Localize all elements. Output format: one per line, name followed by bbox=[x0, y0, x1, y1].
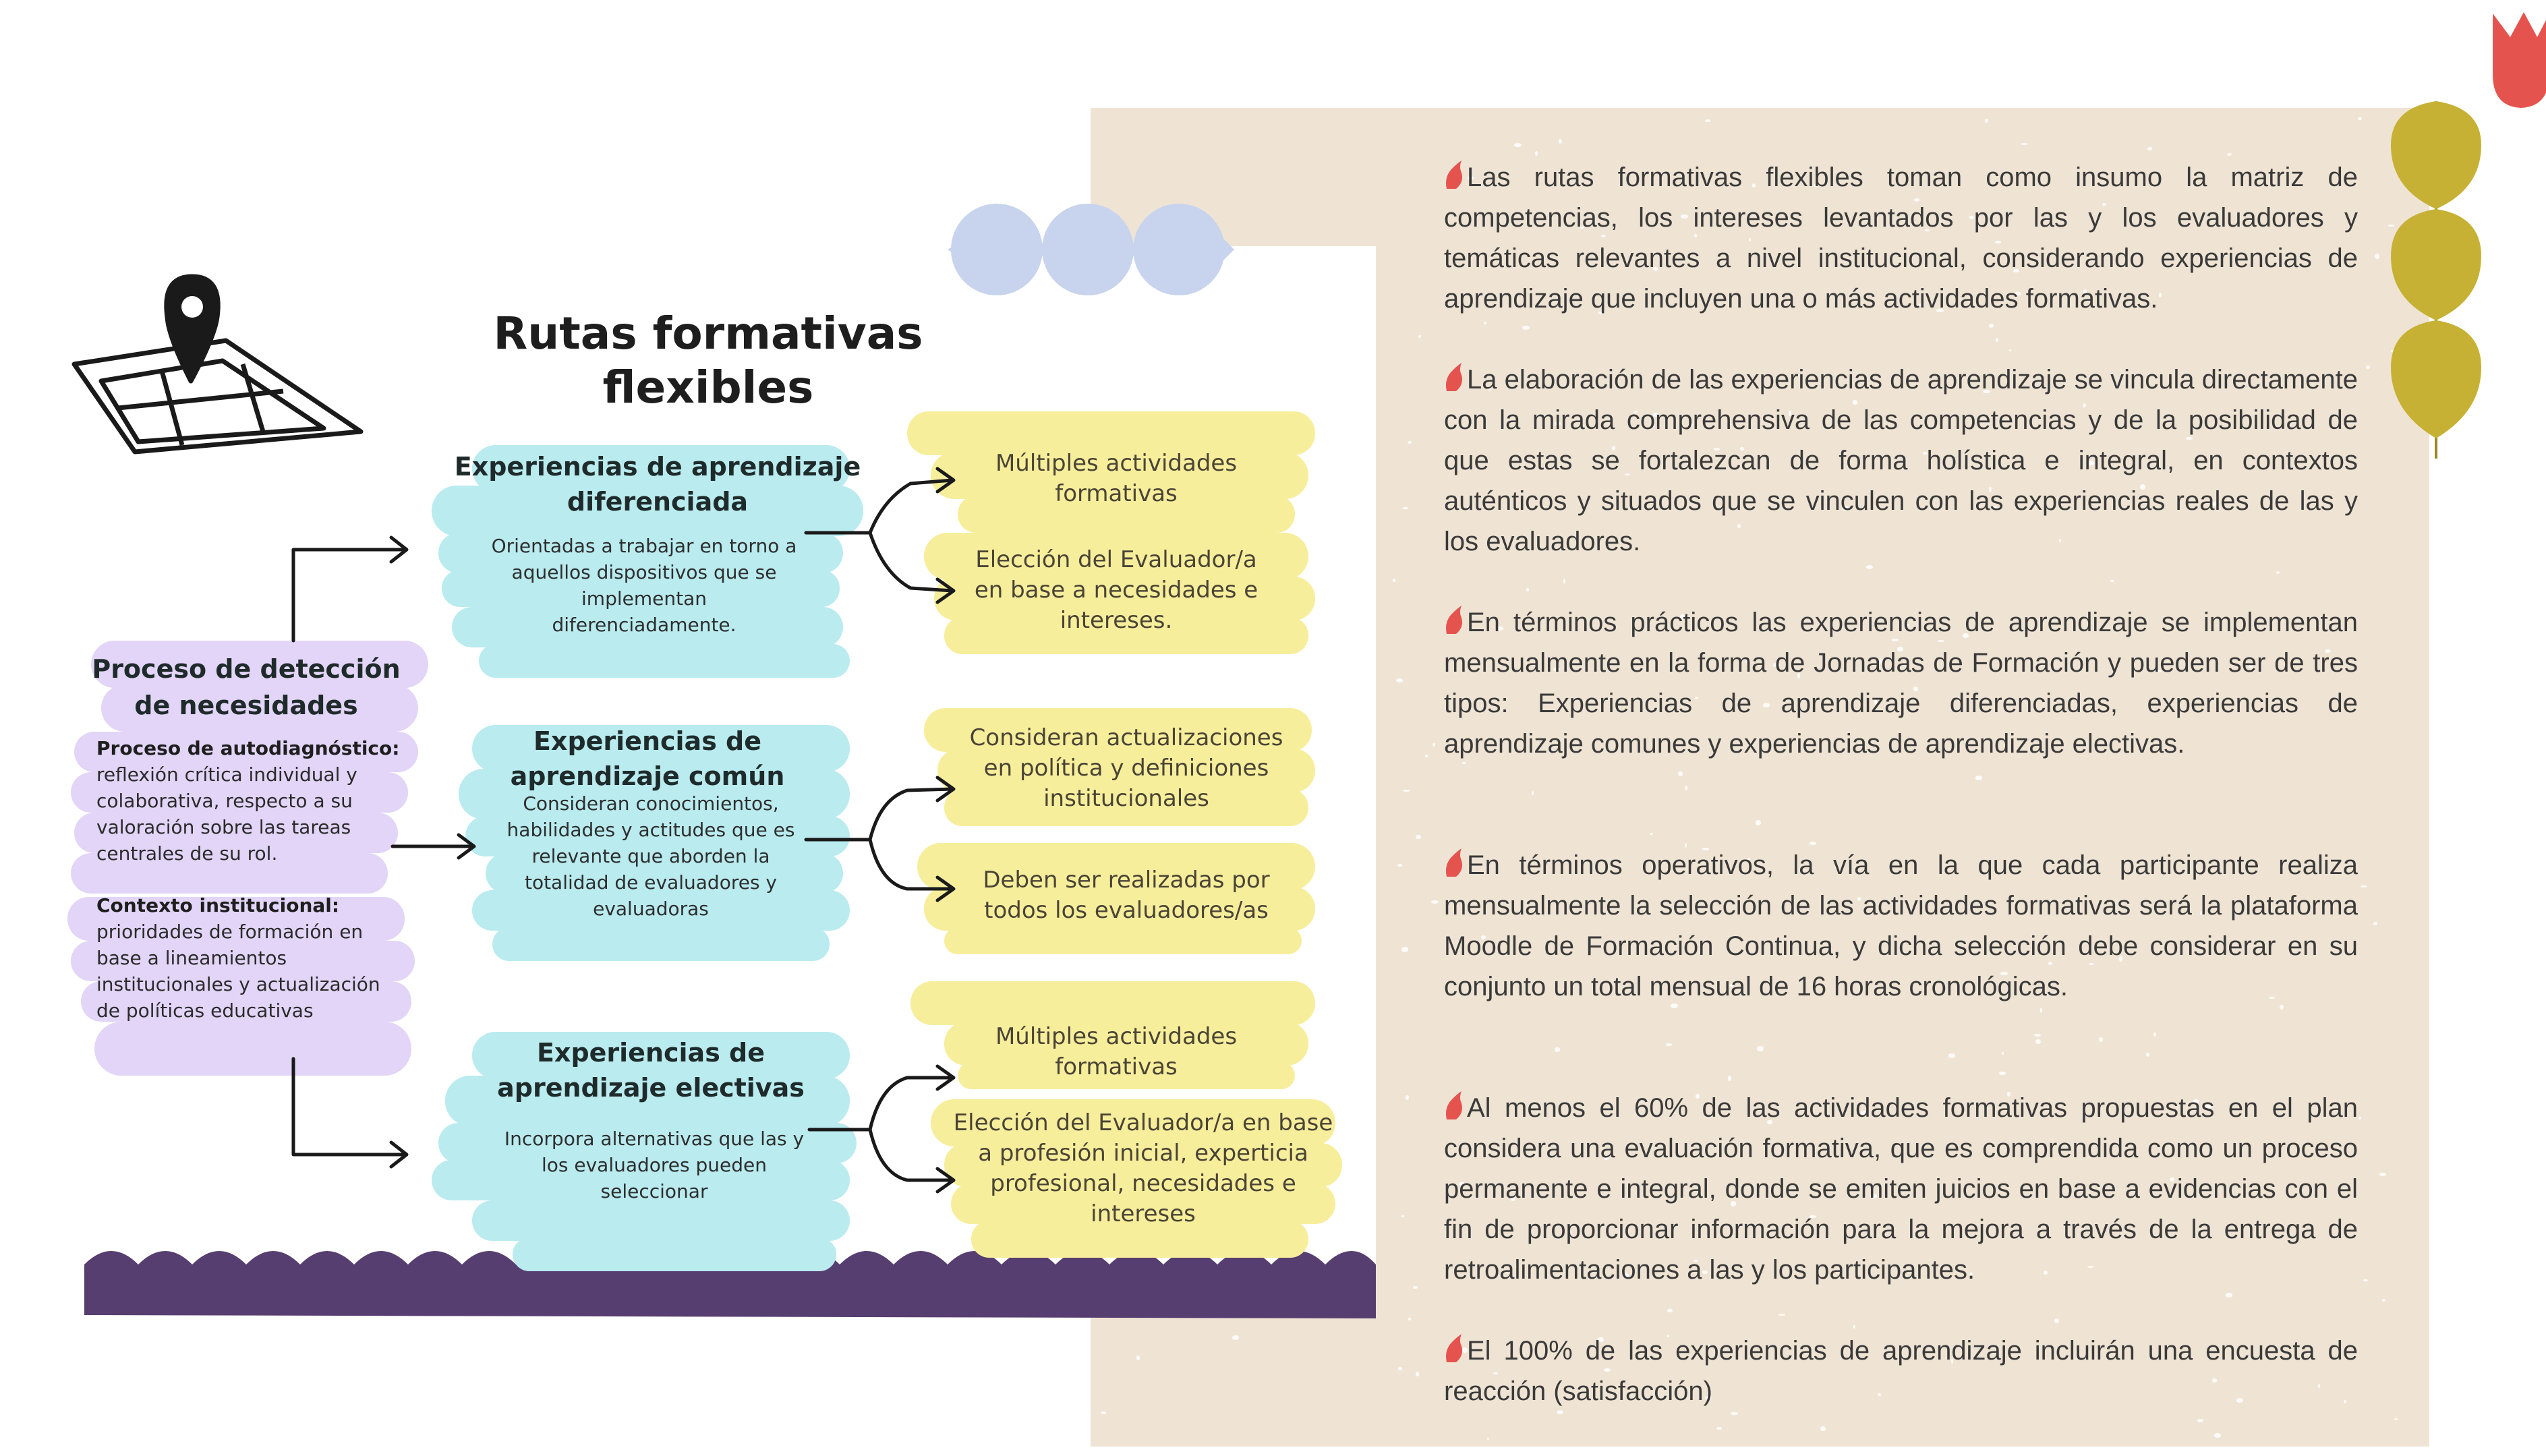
blue-beads-icon bbox=[948, 204, 1234, 295]
institutional-context-line: base a lineamientos bbox=[96, 947, 287, 969]
outcome-line: Elección del Evaluador/a bbox=[975, 546, 1257, 573]
paragraph-terminos-operativos bbox=[1444, 845, 2358, 1007]
paragraph-terminos-practicos bbox=[1444, 602, 2358, 764]
institutional-context-label: Contexto institucional: bbox=[96, 894, 340, 916]
branch-desc-line: aquellos dispositivos que se bbox=[511, 561, 777, 583]
institutional-context-line: de políticas educativas bbox=[96, 999, 314, 1022]
flame-bullet-icon bbox=[1444, 1090, 1464, 1121]
branch-differentiated-title bbox=[445, 449, 870, 519]
branch-desc-line: implementan bbox=[581, 587, 707, 610]
flame-bullet-icon bbox=[1444, 604, 1464, 635]
outcome-all-evaluators bbox=[941, 865, 1312, 926]
autodiagnostic-line: reflexión crítica individual y bbox=[96, 763, 357, 786]
outcome-line: formativas bbox=[1055, 1053, 1178, 1080]
outcome-line: a profesión inicial, experticia bbox=[978, 1140, 1308, 1167]
autodiagnostic-line: colaborativa, respecto a su bbox=[96, 790, 353, 812]
detection-title-line-2: de necesidades bbox=[134, 691, 358, 720]
branch-desc-line: relevante que aborden la bbox=[531, 845, 770, 867]
outcome-line: Elección del Evaluador/a en base bbox=[953, 1109, 1333, 1136]
outcome-line: Múltiples actividades bbox=[995, 1023, 1238, 1050]
branch-desc-line: Orientadas a trabajar en torno a bbox=[491, 535, 797, 557]
branch-desc-line: Consideran conocimientos, bbox=[523, 792, 779, 815]
autodiagnostic-block bbox=[96, 735, 434, 867]
outcome-policy-updates bbox=[941, 723, 1312, 814]
outcome-line: Múltiples actividades bbox=[995, 450, 1238, 477]
paragraph-text: Al menos el 60% de las actividades formativas propuestas en el plan considera una evaluación formativa, que es comprendida como un proceso permanente e integral, donde se emiten juicios en base a evidencias con el fin de proporcionar información para la mejora a través de la entrega de retroalimentaciones a las y los participantes. bbox=[1444, 1093, 2358, 1285]
flame-bullet-icon bbox=[1444, 1333, 1464, 1364]
autodiagnostic-label: Proceso de autodiagnóstico: bbox=[96, 737, 400, 759]
olive-beads-icon bbox=[2391, 101, 2481, 459]
detection-title-line-1: Proceso de detección bbox=[92, 654, 401, 684]
branch-differentiated-description bbox=[452, 533, 836, 638]
flame-bullet-icon bbox=[1444, 847, 1464, 878]
outcome-evaluator-choice-1 bbox=[941, 545, 1292, 636]
paragraph-text: El 100% de las experiencias de aprendizaje incluirán una encuesta de reacción (satisfacción) bbox=[1444, 1336, 2358, 1406]
outcome-multiple-activities-1 bbox=[941, 448, 1292, 509]
detection-process-title bbox=[81, 651, 411, 724]
branch-desc-line: Incorpora alternativas que las y bbox=[504, 1128, 805, 1150]
branch-desc-line: habilidades y actitudes que es bbox=[507, 819, 795, 841]
flame-bullet-icon bbox=[1444, 361, 1464, 392]
outcome-line: Deben ser realizadas por bbox=[983, 867, 1270, 894]
paragraph-encuesta bbox=[1444, 1331, 2358, 1411]
branch-desc-line: seleccionar bbox=[600, 1180, 708, 1202]
outcome-evaluator-choice-3 bbox=[941, 1108, 1346, 1229]
outcome-line: profesional, necesidades e bbox=[990, 1170, 1296, 1197]
branch-title-line: Experiencias de aprendizaje bbox=[454, 452, 861, 482]
outcome-line: institucionales bbox=[1043, 785, 1209, 812]
branch-title-line: aprendizaje común bbox=[510, 761, 785, 791]
branch-desc-line: los evaluadores pueden bbox=[541, 1154, 768, 1176]
outcome-line: todos los evaluadores/as bbox=[984, 897, 1269, 924]
outcome-line: intereses. bbox=[1060, 607, 1173, 634]
branch-desc-line: totalidad de evaluadores y bbox=[524, 871, 778, 894]
outcome-line: en política y definiciones bbox=[983, 755, 1269, 782]
map-pin-icon bbox=[74, 276, 361, 452]
branch-title-line: Experiencias de bbox=[533, 726, 762, 756]
branch-elective-title bbox=[445, 1035, 857, 1105]
outcome-line: intereses bbox=[1091, 1200, 1196, 1227]
branch-elective-description bbox=[465, 1126, 843, 1204]
coral-tulip-icon bbox=[2493, 12, 2546, 108]
paragraph-evaluacion-formativa bbox=[1444, 1088, 2358, 1290]
outcome-multiple-activities-3 bbox=[941, 1022, 1292, 1082]
flame-bullet-icon bbox=[1444, 159, 1464, 190]
paragraph-elaboracion bbox=[1444, 359, 2358, 562]
paragraph-text: En términos prácticos las experiencias de aprendizaje se implementan mensualmente en la forma de Jornadas de Formación y pueden ser de tres tipos: Experiencias de aprendizaje diferenciadas, experiencias de aprendizaje comunes y experiencias de aprendizaje electivas. bbox=[1444, 608, 2358, 759]
institutional-context-block bbox=[96, 892, 434, 1024]
branch-common-description bbox=[465, 790, 836, 922]
paragraph-text: En términos operativos, la vía en la que cada participante realiza mensualmente la selección de las actividades formativas será la plataforma Moodle de Formación Continua, y dicha selección debe considerar en su conjunto un total mensual de 16 horas cronológicas. bbox=[1444, 850, 2358, 1001]
outcome-line: formativas bbox=[1055, 480, 1178, 507]
branch-title-line: aprendizaje electivas bbox=[497, 1073, 805, 1103]
paragraph-text: Las rutas formativas flexibles toman como insumo la matriz de competencias, los intereses levantados por las y los evaluadores y temáticas relevantes a nivel institucional, considerando experiencias de aprendizaje que incluyen una o más actividades formativas. bbox=[1444, 163, 2358, 314]
branch-desc-line: diferenciadamente. bbox=[552, 614, 736, 636]
paragraph-text: La elaboración de las experiencias de aprendizaje se vincula directamente con la mirada comprehensiva de las competencias y de la posibilidad de que estas se fortalezcan de forma holística e integral, en contextos auténticos y situados que se vinculen con las experiencias reales de las y los evaluadores. bbox=[1444, 365, 2358, 556]
institutional-context-line: prioridades de formación en bbox=[96, 921, 364, 943]
paragraph-rutas bbox=[1444, 157, 2358, 319]
institutional-context-line: institucionales y actualización bbox=[96, 973, 380, 995]
branch-common-title bbox=[459, 724, 836, 794]
autodiagnostic-line: valoración sobre las tareas bbox=[96, 816, 351, 838]
branch-title-line: diferenciada bbox=[567, 487, 749, 517]
outcome-line: en base a necesidades e bbox=[974, 577, 1258, 604]
branch-desc-line: evaluadoras bbox=[593, 898, 709, 920]
branch-title-line: Experiencias de bbox=[536, 1038, 765, 1068]
autodiagnostic-line: centrales de su rol. bbox=[96, 842, 278, 865]
diagram-title: Rutas formativas flexibles bbox=[493, 308, 923, 413]
outcome-line: Consideran actualizaciones bbox=[969, 724, 1283, 751]
